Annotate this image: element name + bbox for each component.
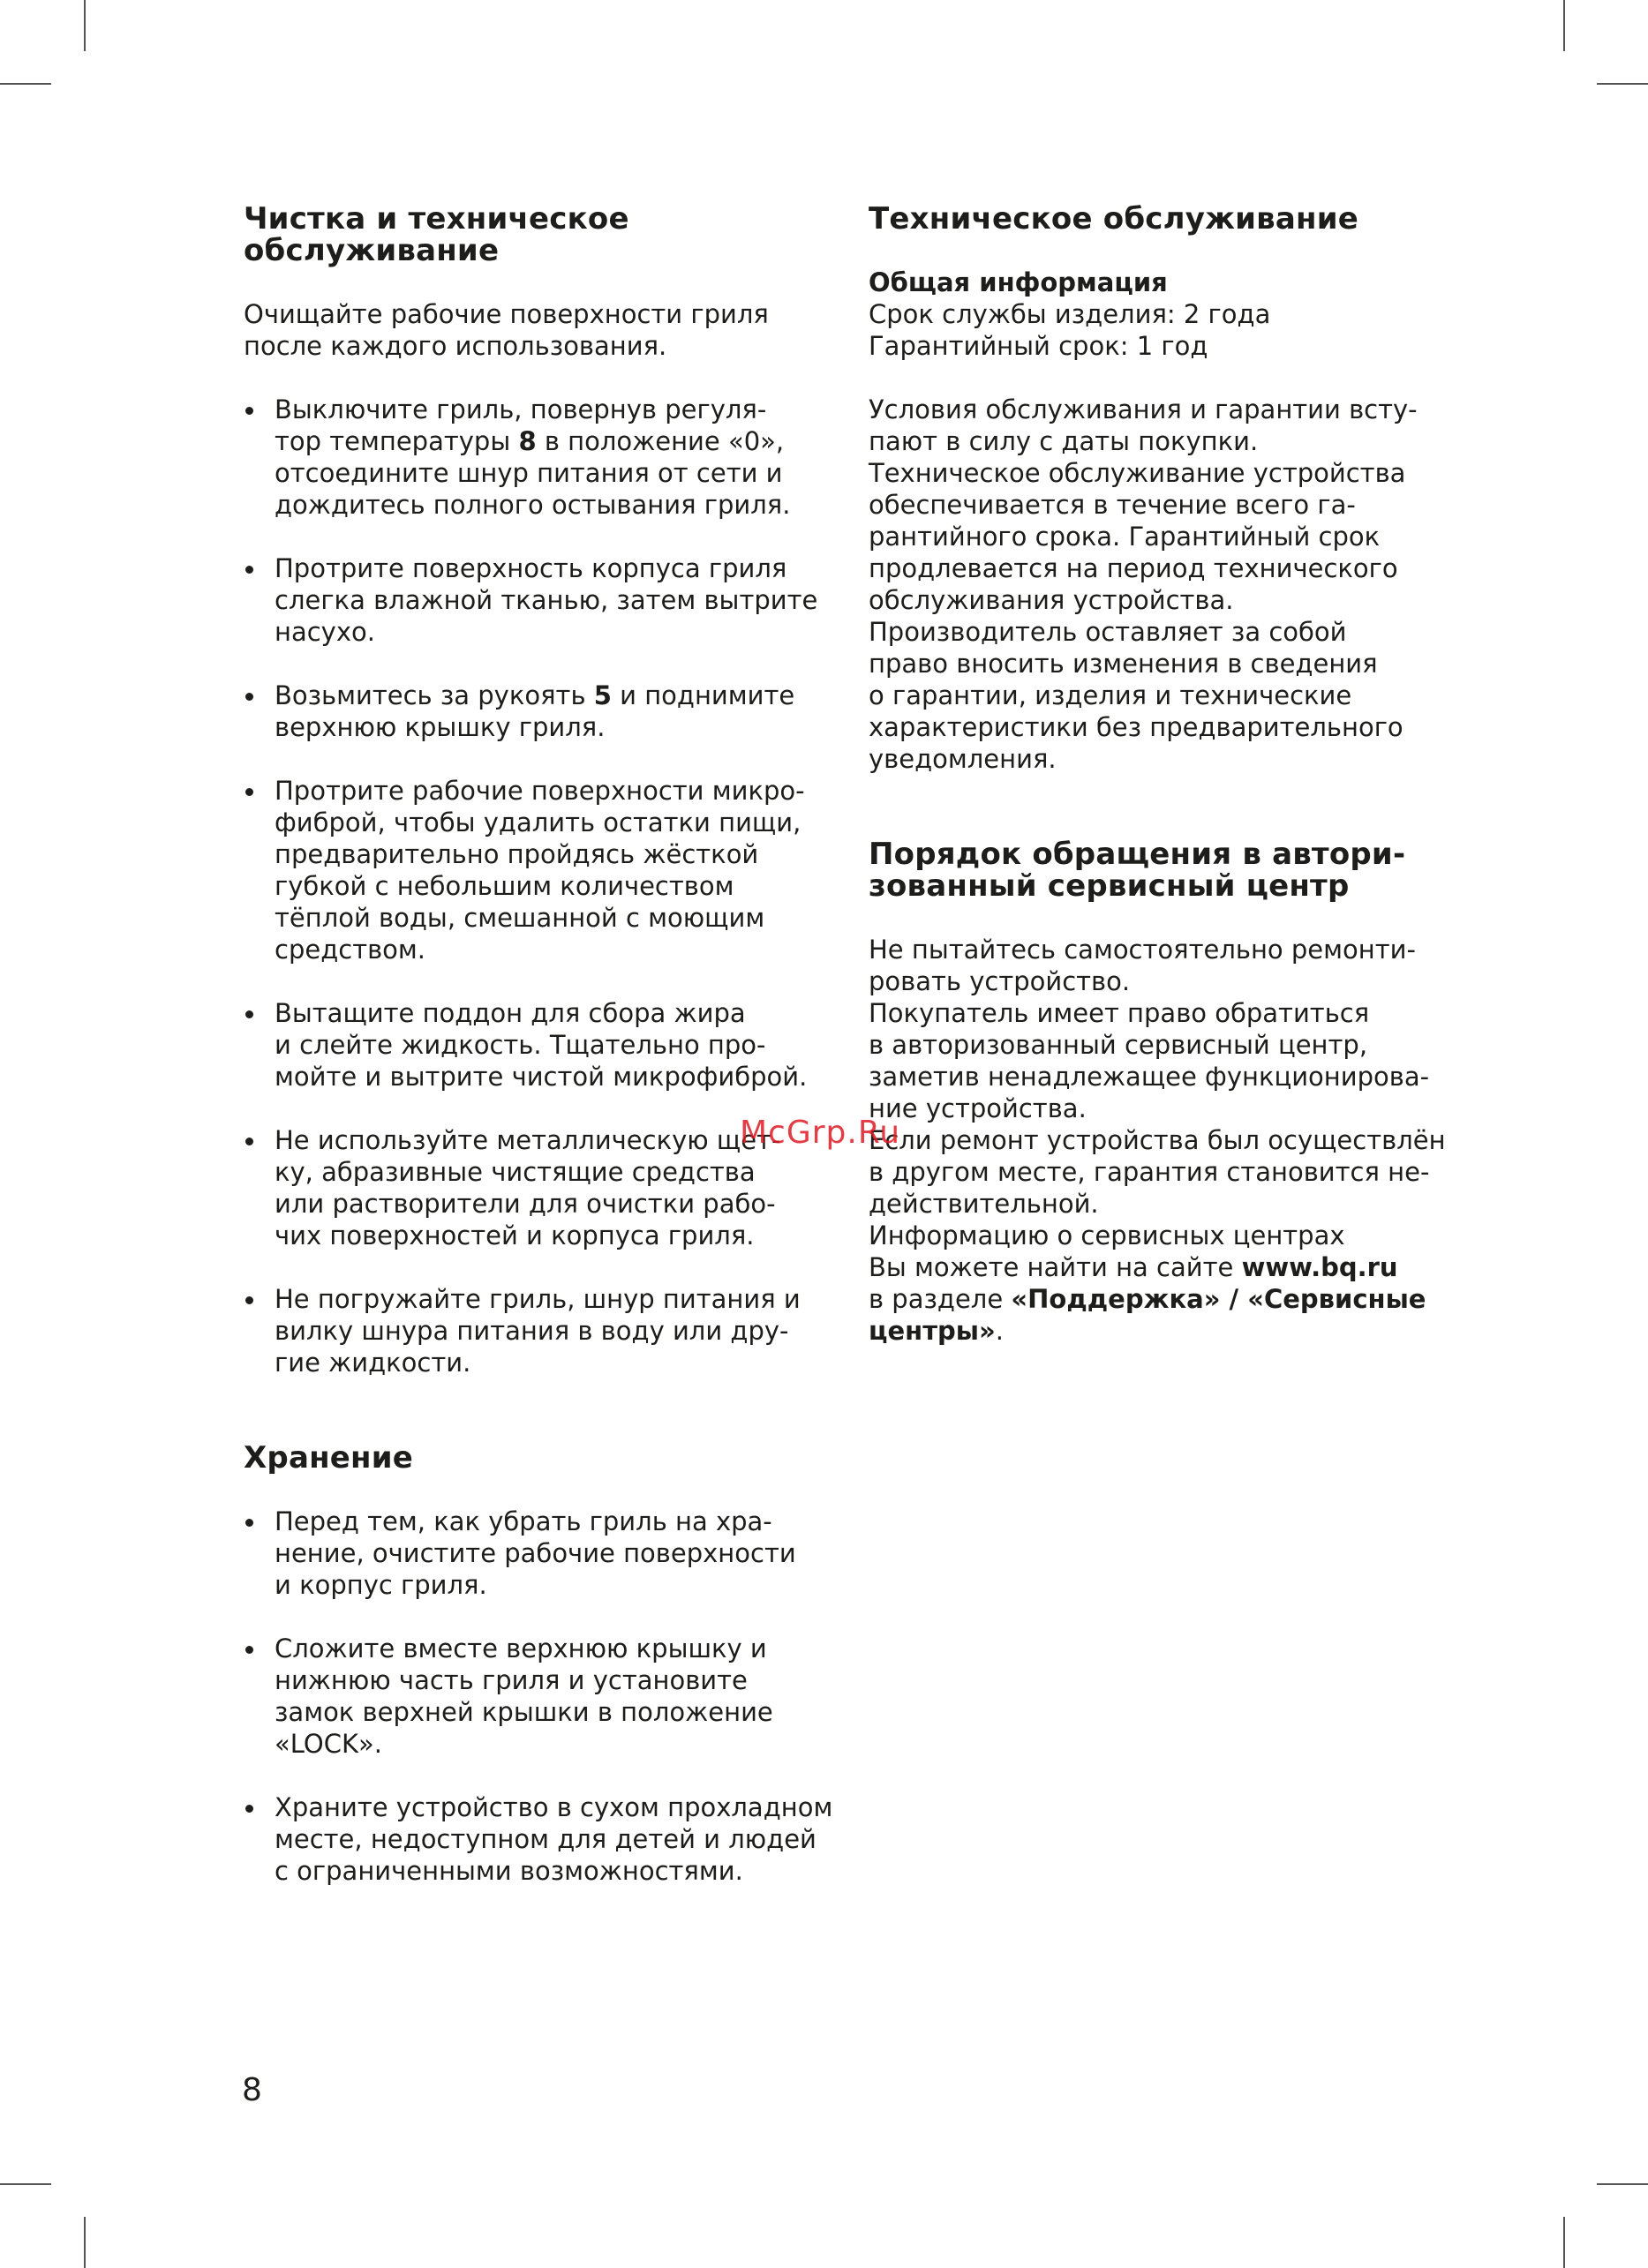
list-item: Сложите вместе верхнюю крышку и нижнюю часть гриля и установите замок верхней крышки в положение «LOCK». [244,1633,844,1760]
page-number: 8 [242,2072,262,2108]
storage-heading: Хранение [244,1440,414,1476]
service-center-heading: Порядок обращения в автори- зованный сервисный центр [869,837,1406,904]
support-section-name: «Поддержка» / «Сервисные [1011,1284,1426,1314]
bullet-icon [245,1138,253,1145]
support-section-name-cont: центры» [869,1316,996,1346]
service-life: Срок службы изделия: 2 года [869,299,1271,329]
list-item: Храните устройство в сухом прохладном месте, недоступном для детей и людей с ограниченными возможностями. [244,1791,844,1887]
maintenance-general [869,267,1486,362]
general-info-subheading: Общая информация [869,267,1168,297]
bullet-icon [245,407,253,415]
warranty-period: Гарантийный срок: 1 год [869,331,1208,361]
bullet-icon [245,1296,253,1304]
list-item: Перед тем, как убрать гриль на хра- нение, очистите рабочие поверхности и корпус гриля. [244,1506,844,1601]
maintenance-body: Условия обслуживания и гарантии всту- пают в силу с даты покупки. Техническое обслуживание устройства обеспечивается в течение всего га- рантийного срока. Гарантийный срок продлевается на период технического обслуживания устройства. Производитель оставляет за собой право вносить изменения в сведения о гарантии, изделия и технические характеристики без предварительного уведомления. [869,394,1418,774]
list-item: Вытащите поддон для сбора жира и слейте жидкость. Тщательно про- мойте и вытрите чистой микрофиброй. [244,997,844,1093]
site-url: www.bq.ru [1241,1252,1398,1282]
bullet-icon [245,1646,253,1654]
bullet-icon [245,566,253,574]
left-column [244,203,844,1887]
cleaning-list [244,394,844,1378]
bullet-icon [245,788,253,796]
crop-mark [84,0,86,51]
crop-mark [1597,83,1648,85]
bullet-icon [245,1805,253,1813]
list-item: Не используйте металлическую щет- ку, абразивные чистящие средства или растворители для очистки рабо- чих поверхностей и корпуса гриля. [244,1124,844,1251]
crop-mark [1597,2183,1648,2185]
cleaning-heading: Чистка и техническое обслуживание [244,201,629,268]
crop-mark [84,2217,86,2268]
service-center-body: Не пытайтесь самостоятельно ремонти- ровать устройство. Покупатель имеет право обратиться в авторизованный сервисный центр, заметив ненадлежащее функционирова- ние устройства. Если ремонт устройства был осуществлён в другом месте, гарантия становится не- действительной. Информацию о сервисных центрах Вы можете найти на сайте www.bq.ru в разделе «Поддержка» / «Сервисные центры». [869,935,1446,1346]
maintenance-heading: Техническое обслуживание [869,201,1358,237]
bullet-icon [245,693,253,701]
right-column [869,203,1486,1347]
storage-list [244,1506,844,1887]
crop-mark [0,2183,51,2185]
cleaning-intro: Очищайте рабочие поверхности гриля после каждого использования. [244,299,769,361]
bullet-icon [245,1010,253,1018]
crop-mark [1563,2217,1565,2268]
crop-mark [0,83,51,85]
list-item: Возьмитесь за рукоять 5 и поднимите верхнюю крышку гриля. [244,680,844,743]
list-item: Выключите гриль, повернув регуля- тор температуры 8 в положение «0», отсоедините шнур питания от сети и дождитесь полного остывания гриля. [244,394,844,521]
watermark: McGrp.Ru [740,1115,901,1151]
list-item: Протрите рабочие поверхности микро- фиброй, чтобы удалить остатки пищи, предварительно пройдясь жёсткой губкой с небольшим количеством тёплой воды, смешанной с моющим средством. [244,775,844,965]
crop-mark [1563,0,1565,51]
bullet-icon [245,1519,253,1527]
list-item: Не погружайте гриль, шнур питания и вилку шнура питания в воду или дру- гие жидкости. [244,1283,844,1378]
list-item: Протрите поверхность корпуса гриля слегка влажной тканью, затем вытрите насухо. [244,552,844,648]
